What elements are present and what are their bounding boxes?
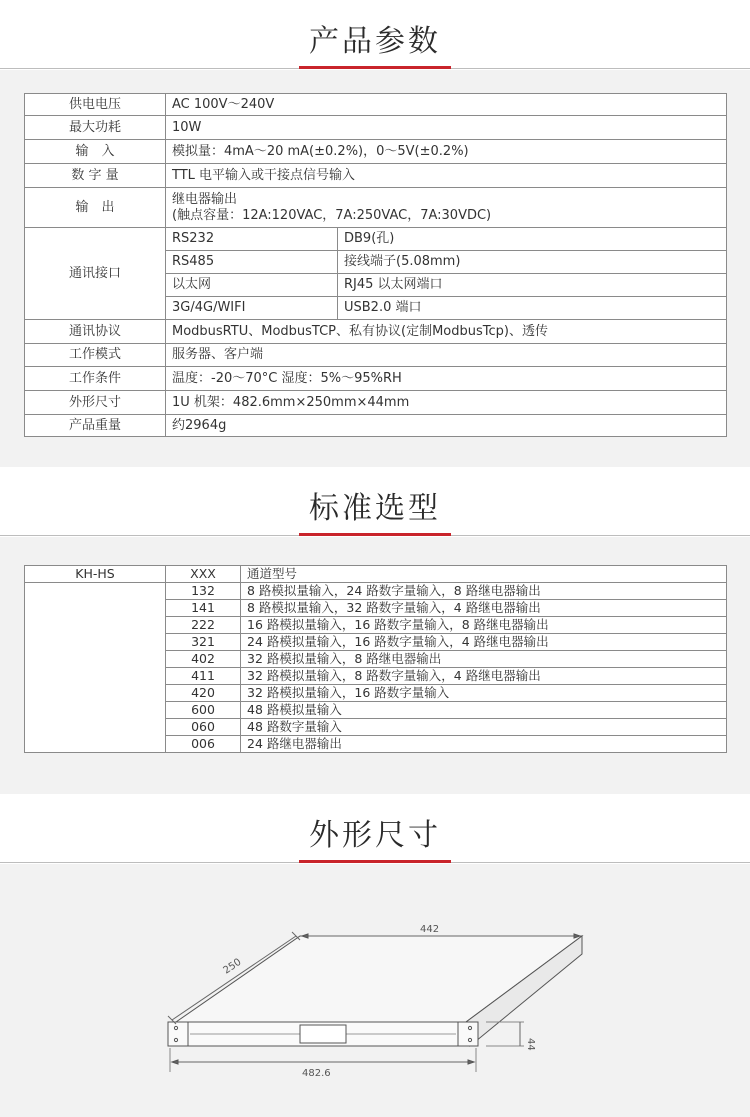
spec-value: 温度：-20～70°C 湿度：5%～95%RH [166,367,727,391]
spec-value: 1U 机架：482.6mm×250mm×44mm [166,391,727,415]
spec-value: 10W [166,116,727,140]
rack-drawing [0,864,750,1117]
title-accent-bar [299,860,451,863]
desc-cell: 48 路模拟量输入 [241,702,727,719]
front-width-label: 482.6 [302,1068,331,1079]
model-header-cell: KH-HS [25,566,166,583]
desc-cell: 24 路模拟量输入，16 路数字量输入，4 路继电器输出 [241,634,727,651]
comm-detail: 接线端子(5.08mm) [338,251,727,274]
spec-label: 最大功耗 [25,116,166,140]
comm-detail: USB2.0 端口 [338,297,727,320]
model-header [0,467,750,537]
model-section [0,467,750,794]
desc-cell: 24 路继电器输出 [241,736,727,753]
model-blank-cell [25,583,166,753]
spec-label: 数 字 量 [25,164,166,188]
desc-header-cell: 通道型号 [241,566,727,583]
code-cell: 060 [166,719,241,736]
height-label: 44 [525,1038,536,1051]
dims-section [0,794,750,1117]
desc-cell: 32 路模拟量输入，16 路数字量输入 [241,685,727,702]
table-row [25,140,727,164]
arrow-head [468,1060,474,1064]
comm-name: RS485 [166,251,338,274]
rack-top-face [176,936,582,1022]
spec-value: AC 100V～240V [166,94,727,116]
spec-value: 服务器、客户端 [166,344,727,367]
code-cell: 411 [166,668,241,685]
comm-name: 3G/4G/WIFI [166,297,338,320]
code-cell: 006 [166,736,241,753]
spec-label: 输 出 [25,188,166,228]
title-accent-bar [299,66,451,69]
table-row [25,116,727,140]
spec-label: 工作模式 [25,344,166,367]
comm-detail: RJ45 以太网端口 [338,274,727,297]
spec-label: 产品重量 [25,415,166,437]
spec-table [24,93,727,437]
spec-value: TTL 电平输入或干接点信号输入 [166,164,727,188]
params-title: 产品参数 [309,24,441,59]
comm-name: RS232 [166,228,338,251]
params-panel [0,70,750,467]
desc-cell: 32 路模拟量输入，8 路继电器输出 [241,651,727,668]
spec-label: 通讯接口 [25,228,166,320]
table-row [25,415,727,437]
spec-label: 供电电压 [25,94,166,116]
spec-label: 输 入 [25,140,166,164]
front-display-window [300,1025,346,1043]
code-cell: 222 [166,617,241,634]
desc-cell: 32 路模拟量输入，8 路数字量输入，4 路继电器输出 [241,668,727,685]
dims-header [0,794,750,864]
output-line-1: 继电器输出 [172,191,238,207]
spec-value: 模拟量：4mA～20 mA(±0.2%)，0～5V(±0.2%) [166,140,727,164]
table-row [25,583,727,600]
code-cell: 420 [166,685,241,702]
dims-title: 外形尺寸 [309,818,441,853]
top-width-label: 442 [420,924,440,935]
table-row [25,566,727,583]
spec-label: 通讯协议 [25,320,166,344]
spec-value: 约2964g [166,415,727,437]
params-header [0,0,750,70]
desc-cell: 16 路模拟量输入，16 路数字量输入，8 路继电器输出 [241,617,727,634]
spec-value [166,188,727,228]
code-cell: 321 [166,634,241,651]
desc-cell: 8 路模拟量输入，32 路数字量输入，4 路继电器输出 [241,600,727,617]
output-line-2: (触点容量：12A:120VAC，7A:250VAC，7A:30VDC) [172,207,492,223]
dims-panel [0,864,750,1117]
depth-label: 250 [221,956,244,977]
params-section [0,0,750,467]
code-cell: 132 [166,583,241,600]
title-accent-bar [299,533,451,536]
table-row [25,164,727,188]
comm-name: 以太网 [166,274,338,297]
table-row [25,94,727,116]
code-cell: 600 [166,702,241,719]
arrow-head [172,1060,178,1064]
desc-cell: 8 路模拟量输入，24 路数字量输入，8 路继电器输出 [241,583,727,600]
table-row [25,320,727,344]
code-cell: 141 [166,600,241,617]
code-cell: 402 [166,651,241,668]
model-title: 标准选型 [309,491,441,526]
desc-cell: 48 路数字量输入 [241,719,727,736]
spec-label: 外形尺寸 [25,391,166,415]
table-row [25,188,727,228]
code-header-cell: XXX [166,566,241,583]
spec-label: 工作条件 [25,367,166,391]
comm-detail: DB9(孔) [338,228,727,251]
spec-value: ModbusRTU、ModbusTCP、私有协议(定制ModbusTcp)、透传 [166,320,727,344]
table-row [25,344,727,367]
selection-table [24,565,727,753]
model-panel [0,537,750,794]
table-row [25,367,727,391]
table-row [25,228,727,251]
table-row [25,391,727,415]
